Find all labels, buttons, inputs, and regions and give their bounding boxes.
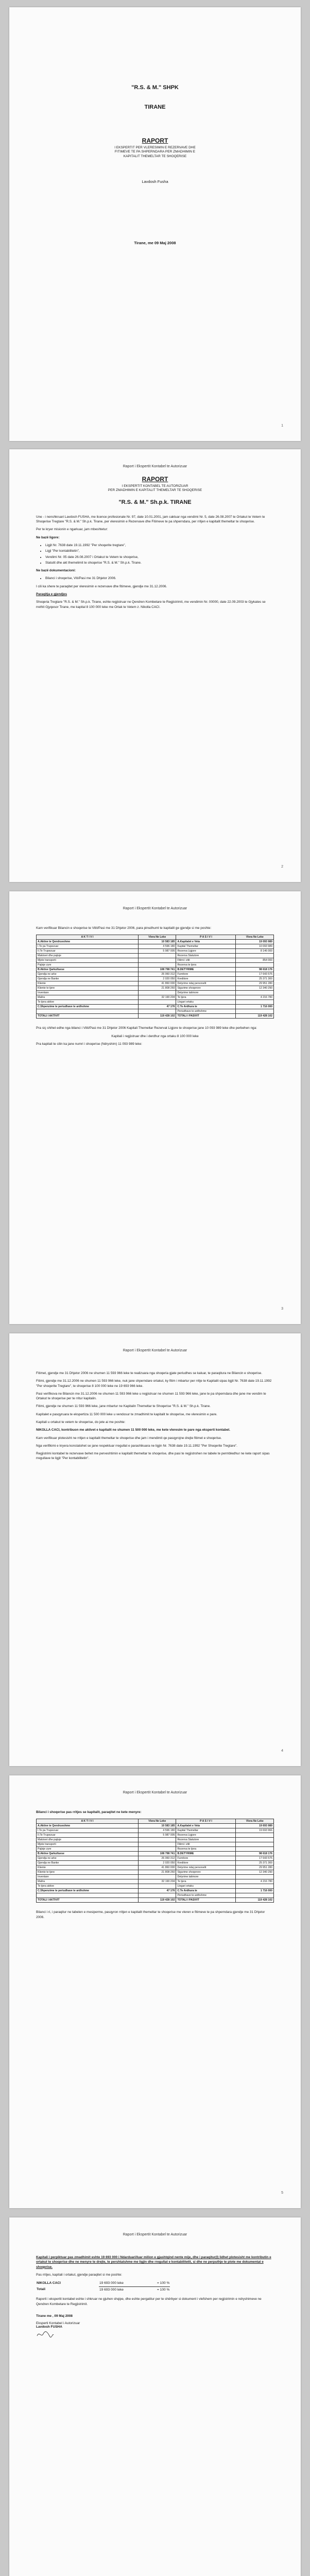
pasivi-cell: Rezerva Statutore — [176, 1838, 236, 1842]
findings-paragraph: Fitimet, gjendje me 31 Dhjetor 2006 ne shumen 11 593 966 leke te realizuara nga shoqeria gjate periudhes se kaluar, te paraqitura ne Bilancin e shoqerise. — [36, 1371, 262, 1375]
running-header: Raport i Ekspertit Kontabel te Autorizuar — [123, 1349, 187, 1352]
aktivi-cell: Pajisje zyre — [37, 963, 139, 968]
table-row — [37, 1856, 274, 1861]
pasivi-value: 19 693 989 — [236, 1824, 274, 1828]
table-row — [37, 954, 274, 958]
aktivi-value — [138, 963, 176, 968]
aktivi-value: 32 190 204 — [138, 1879, 176, 1884]
findings-paragraph: Nga verifikimi e kryera konstatohet se jane respektuar rregullat e parashikuara ne ligjin Nr. 7638 date 19.11.1992 "Per Shoqerite Tregtare". — [36, 1444, 237, 1448]
table-row — [37, 1828, 274, 1833]
capital-percent: = 100 % — [157, 2281, 170, 2285]
situation-title: Paraqitja e gjendjes — [36, 592, 67, 596]
table-row — [37, 972, 274, 977]
balance-intro: Kam verifikuar Bilancin e shoqerise te Vitit/Pasi me 31 Dhjetor 2006, para pinsdhuml te kapitalit ge gjendje si me poshte: — [36, 926, 212, 930]
aktivi-cell: C.Shpenzime te periudhave te ardhshme — [37, 1889, 139, 1893]
pasivi-cell: Llogari ortaku — [176, 1000, 236, 1005]
table-row — [37, 1861, 274, 1866]
aktivi-value: 47 176 — [138, 1889, 176, 1893]
running-header: Raport i Ekspertit Kontabel te Autorizuar — [123, 1791, 187, 1794]
col-header-vlera: Vlera Ne Leke — [138, 935, 176, 940]
findings-paragraph: Fitimi, gjendje me 31.12.2006 ne shumen 11 593 966 leke, nuk jane shperndare ortakut, ky fitim i mbartur per rritje te Kapitalit sipas ligjit Nr. 7638 date 19.11.1992 "Per shoqerite Tregtare", te shoqerise 8 100 000 leke ne 19 693 966 leke. — [36, 1379, 272, 1388]
aktivi-cell: Inventare — [37, 1875, 139, 1879]
after-table-paragraph: Pra siç shihet edhe nga bilanci i Vitit/Pasi me 31 Dhjetor 2006 Kapitali Themeltar Rezervat Ligjore te shoqerise jane 10 093 989 leke dhe perbehen nga: — [36, 1026, 257, 1030]
table-row — [37, 977, 274, 981]
pasivi-value: 1 716 000 — [236, 1005, 274, 1009]
page-balance-before — [9, 891, 301, 1324]
pasivi-cell: A.Kapitalet e Veta — [176, 1824, 236, 1828]
pasivi-value: 12 340 290 — [236, 1870, 274, 1875]
cover-report-title: RAPORT — [142, 137, 168, 144]
pasivi-value — [236, 954, 274, 958]
pasivi-value — [236, 1884, 274, 1889]
balance-sheet-table — [36, 1819, 274, 1903]
table-row — [37, 1824, 274, 1828]
aktivi-value: 10 583 185 — [138, 940, 176, 944]
pasivi-cell: Fitimi i vitit — [176, 958, 236, 963]
pasivi-cell: Detyrime ndaj personelit — [176, 1866, 236, 1870]
pasivi-value: 4 216 780 — [236, 1879, 274, 1884]
aktivi-value: 108 798 741 — [138, 1852, 176, 1856]
findings-paragraph: Pasi verifikova ne Bilancin me 31.12.2006 ne shumen 11 593 966 leke u regjistruar ne shumen 11 593 966 leke, jane te pa shperndara dhe jane me vendim te Ortakut te shoqerise per te rritur kapitalin. — [36, 1392, 266, 1401]
aktivi-cell: Inventare — [37, 991, 139, 995]
aktivi-cell: Kliente — [37, 981, 139, 986]
intro-paragraph: Une - i nenshkruari Lavdosh FUSHA, me licence profesionale Nr. 97, date 10.01.2001, jam caktuar nga vendimi Nr. 5, date 26.08.2007 te Ortakut te Vetem te Shoqerise Tregtare "R.S. & M." Sh.p.k. Tirane, per vleresimin e Rezervave dhe Fitimeve te pa shperndara, per rritjen e kapitalit themeltar te shoqerise. — [36, 515, 265, 524]
aktivi-value: 41 860 000 — [138, 1866, 176, 1870]
page-number: 1 — [281, 424, 283, 428]
page-number: 4 — [281, 1749, 283, 1753]
table-row — [37, 963, 274, 968]
aktivi-cell: Makineri dhe pajisje — [37, 1838, 139, 1842]
aktivi-value: 10 583 185 — [138, 1824, 176, 1828]
aktivi-value: 4 596 180 — [138, 1828, 176, 1833]
aktivi-cell: Te tjera aktive — [37, 1884, 139, 1889]
pasivi-value: 854 000 — [236, 958, 274, 963]
page-report-intro — [9, 449, 301, 882]
pasivi-value — [236, 1893, 274, 1898]
col-header-pasivi: P A S I V I — [176, 1819, 236, 1824]
aktivi-value: 32 190 204 — [138, 995, 176, 1000]
pasivi-value — [236, 1009, 274, 1014]
signature-name: Lavdosh FUSHA — [36, 2325, 62, 2329]
pasivi-cell: Sigurime shoqerore — [176, 1870, 236, 1875]
pasivi-value: 29 951 280 — [236, 981, 274, 986]
aktivi-value — [138, 1000, 176, 1005]
pasivi-value — [236, 1842, 274, 1847]
aktivi-cell: Mallra — [37, 995, 139, 1000]
table-row — [37, 981, 274, 986]
pasivi-value: 98 618 176 — [236, 1852, 274, 1856]
report-title: RAPORT — [142, 476, 168, 483]
pasivi-cell: Periudhave te ardhshme — [176, 1009, 236, 1014]
pasivi-cell: Furnitore — [176, 972, 236, 977]
pasivi-cell: C.Te Ardhura te — [176, 1005, 236, 1009]
aktivi-value — [138, 954, 176, 958]
signature-block — [9, 2321, 301, 2339]
cover-company-name: "R.S. & M." SHPK — [131, 84, 179, 91]
table-row — [37, 986, 274, 991]
table-row-total — [37, 1014, 274, 1019]
running-header: Raport i Ekspertit Kontabel te Autorizuar — [123, 2233, 187, 2236]
total-aktivi-label: TOTALI I AKTIVIT — [37, 1014, 139, 1019]
pasivi-value — [236, 1000, 274, 1005]
col-header-vlera: Vlera Ne Leke — [138, 1819, 176, 1824]
aktivi-value — [138, 1009, 176, 1014]
aktivi-cell: Pajisje zyre — [37, 1847, 139, 1852]
aktivi-cell: Gjendja ne arke — [37, 972, 139, 977]
pasivi-value: 25 371 300 — [236, 1861, 274, 1866]
aktivi-value: 41 860 000 — [138, 981, 176, 986]
total-pasivi-value: 119 428 102 — [236, 1898, 274, 1903]
aktivi-value — [138, 1875, 176, 1879]
running-header: Raport i Ekspertit Kontabel te Autorizuar — [123, 465, 187, 468]
docs-basis-title: Ne bazë dokumentacioni: — [36, 569, 76, 573]
total-aktivi-value: 119 428 102 — [138, 1898, 176, 1903]
table-row — [37, 991, 274, 995]
aktivi-cell: Gjendja ne Banke — [37, 1861, 139, 1866]
aktivi-value: 4 596 180 — [138, 944, 176, 949]
legal-basis-title: Ne bazë ligore: — [36, 535, 60, 539]
report-subtitle-line: I EKSPERTIT KONTABEL TE AUTORIZUAR — [122, 484, 188, 488]
pasivi-cell: Rezerva te tjera — [176, 963, 236, 968]
pasivi-value: 29 951 280 — [236, 1866, 274, 1870]
docs-basis-list — [36, 576, 274, 581]
table-row — [37, 1884, 274, 1889]
pasivi-cell: Rezerva Statutore — [176, 954, 236, 958]
pasivi-cell: Detyrime tatimore — [176, 991, 236, 995]
col-header-vlera: Vlera Ne Leke — [236, 1819, 274, 1824]
company-name: "R.S. & M." Sh.p.k. TIRANE — [118, 499, 192, 505]
aktivi-cell: II.Te Trupezuar — [37, 1833, 139, 1838]
aktivi-cell: Makineri dhe pajisje — [37, 954, 139, 958]
aktivi-cell: B.Aktive Qarkulluese — [37, 1852, 139, 1856]
pasivi-cell: Sigurime shoqerore — [176, 986, 236, 991]
aktivi-cell: B.Aktive Qarkulluese — [37, 968, 139, 972]
report-subtitle-line: PER ZMADHIMIN E KAPITALIT THEMELTAR TE SHOQERISE — [108, 488, 202, 493]
table-row — [37, 995, 274, 1000]
after-table-paragraph: Pra kapitali te cilin ka jane numri i shoqerise (Ndryshim) 11 093 989 leke: — [36, 1042, 142, 1046]
pasivi-cell: Furnitore — [176, 1856, 236, 1861]
table-row — [37, 944, 274, 949]
aktivi-value — [138, 958, 176, 963]
pasivi-cell: Rezerva Ligjore — [176, 1833, 236, 1838]
aktivi-cell: Mjete transporti — [37, 1842, 139, 1847]
pasivi-value: 17 643 575 — [236, 1856, 274, 1861]
findings-paragraph: Kapitalet e pasqyruara te ekspertiza 11 500 000 leke u vendosur te zmadhimit te kapitalit te shoqerise, me vleresimin e pare. — [36, 1412, 217, 1416]
total-pasivi-label: TOTALI I PASIVIT — [176, 1898, 236, 1903]
cover-subtitle-line: KAPITALIT THEMELTAR TE SHOQERISE — [123, 154, 187, 158]
capital-total-amount: 19 693 000 leke — [99, 2286, 157, 2293]
pasivi-cell: B.DETYRIME — [176, 1852, 236, 1856]
pasivi-value: 8 146 000 — [236, 949, 274, 954]
page-findings — [9, 1333, 301, 1766]
pasivi-value — [236, 963, 274, 968]
pasivi-value: 4 216 780 — [236, 995, 274, 1000]
total-pasivi-value: 119 428 102 — [236, 1014, 274, 1019]
aktivi-cell: C.Shpenzime te periudhave te ardhshme — [37, 1005, 139, 1009]
aktivi-cell: Te tjera aktive — [37, 1000, 139, 1005]
list-item: • Ligjit Nr. 7638 date 19.11.1992 "Per shoqerite tregtare", — [45, 543, 274, 548]
table-row — [37, 1870, 274, 1875]
legal-basis-list — [36, 543, 274, 565]
pasivi-value — [236, 1833, 274, 1838]
pasivi-cell: Kapital Themeltar — [176, 1828, 236, 1833]
table-row — [37, 1838, 274, 1842]
aktivi-value: 2 020 050 — [138, 977, 176, 981]
aktivi-value: 21 808 260 — [138, 1870, 176, 1875]
col-header-aktivi: A K T I V I — [37, 935, 139, 940]
cover-report-subtitle — [9, 146, 301, 159]
aktivi-value: 47 176 — [138, 1005, 176, 1009]
page-number: 3 — [281, 1307, 283, 1311]
aktivi-cell: A.Aktive te Qendrueshme — [37, 1824, 139, 1828]
list-item: • Vendimi Nr. 05 date 26.08.2007 i Ortakut te Vetem te shoqerise, — [45, 555, 274, 560]
signature-scribble-icon — [36, 2330, 55, 2339]
cover-subtitle-line: I EKSPERTIT PER VLERESIMIN E REZERVAVE DHE — [114, 146, 196, 149]
findings-paragraph: Regjistrimi kontabel te rezervave behet me perveshtimin e kapitalit themeltar te shoqerise, dhe pasi te regjistrohen ne tabele te permbledhur ne kete raport sipas rregullave te ligjit "Per kontabilitetin". — [36, 1452, 270, 1461]
pasivi-value: 19 693 966 — [236, 1828, 274, 1833]
aktivi-cell: Kliente te tjere — [37, 1870, 139, 1875]
aktivi-value — [138, 1847, 176, 1852]
table-row — [37, 1852, 274, 1856]
table-row — [37, 1847, 274, 1852]
total-aktivi-label: TOTALI I AKTIVIT — [37, 1898, 139, 1903]
conclusion-paragraph: Kapitali i perpiktuar pas zmadhimit eshte 19 693 000 i Ndarduari/Iuar milion e gjashtqind nente mije, dhe i paraqitur(l) lidhet plotesisht me kontributin e ortakut te shoqerise dhe ne menyre te drejte, te pershtatshme me ligjin dhe rregullat e kontabilitetit, si dhe ne perputhje te plote me dokumentat e shoqerise. — [36, 2256, 271, 2269]
col-header-vlera: Vlera Ne Leke — [236, 935, 274, 940]
conclusion-date: Tirane me , 09 Maj 2008 — [36, 2314, 73, 2318]
table-row — [37, 1866, 274, 1870]
table-row — [37, 1879, 274, 1884]
after-table-paragraph: Bilanci i ri, i paraqitur ne tabelen e mesiperme, pasqyron rritjen e kapitalit themeltar te shoqerise me vleren e fitimeve te pa shperndara gjendje me 31 Dhjetor 2006. — [36, 1910, 265, 1919]
pasivi-cell: B.DETYRIME — [176, 968, 236, 972]
conclusion-paragraph: Raporti i ekspertit kontabel eshte i shkruar ne gjuhen shqipe, dhe eshte pergatitur per te shërbyer si dokument i vlefshem per regjistrimin e ndryshimeve ne Qendren Kombetare te Regjistrimit. — [36, 2297, 262, 2306]
report-subtitle — [9, 484, 301, 493]
table-row — [37, 1833, 274, 1838]
doc-note: I cili ka shere te paraqitet per vleresimin e rezervave dhe fitimeve, gjendje me 31.12.2006. — [36, 584, 167, 588]
aktivi-cell: Mjete transporti — [37, 958, 139, 963]
pasivi-cell: Te tjera — [176, 1879, 236, 1884]
aktivi-cell: Gjendja ne Banke — [37, 977, 139, 981]
aktivi-cell: II.Te Trupezuar — [37, 949, 139, 954]
table-row — [37, 1889, 274, 1893]
pasivi-cell: Detyrime ndaj personelit — [176, 981, 236, 986]
aktivi-value: 108 798 741 — [138, 968, 176, 972]
balance-intro: Bilanci i shoqerise pas rritjes se kapitalit, paraqitet ne kete menyre: — [36, 1810, 142, 1814]
pasivi-cell: Llogari ortaku — [176, 1884, 236, 1889]
table-row — [37, 968, 274, 972]
aktivi-cell: Gjendja ne arke — [37, 1856, 139, 1861]
table-row — [37, 940, 274, 944]
capital-summary — [36, 2280, 170, 2293]
aktivi-cell — [37, 1009, 139, 1014]
pasivi-cell: C.Te Ardhura te — [176, 1889, 236, 1893]
capital-total-label: Totali — [37, 2287, 46, 2292]
pasivi-value: 10 093 989 — [236, 944, 274, 949]
cover-date: Tirane, me 09 Maj 2008 — [134, 241, 176, 246]
aktivi-value — [138, 1842, 176, 1847]
balance-sheet-table — [36, 935, 274, 1019]
aktivi-cell: A.Aktive te Qendrueshme — [37, 940, 139, 944]
findings-paragraph: Fitimi, gjendje ne shumen 11 593 966 leke, jane mbartur ne Kapitalin Themeltar te Shoqerise "R.S. & M." Sh.p.k. Tirane. — [36, 1404, 211, 1409]
aktivi-value — [138, 1893, 176, 1898]
list-item: • Statutit dhe akt themelimit te shoqerise "R.S. & M." Sh.p.k. Tirane. — [45, 561, 274, 565]
pasivi-value: 12 340 290 — [236, 986, 274, 991]
situation-paragraph: Shoqeria Tregtare "R.S. & M." Sh.p.k. Tirane, eshte regjistruar ne Qendren Kombetare te Regjistrimit, me vendimin Nr. 00000, date 22.09.2003 te Gjykates se rrethit Gjyqesor Tirane, me kapital 8 100 000 leke me Ortak te Vetem z. Nikolla CACI. — [36, 600, 266, 609]
aktivi-cell: I.Te pa Trupezuar — [37, 944, 139, 949]
pasivi-cell: Fitimi i vitit — [176, 1842, 236, 1847]
aktivi-cell: Mallra — [37, 1879, 139, 1884]
pasivi-cell: Te tjera — [176, 995, 236, 1000]
running-header: Raport i Ekspertit Kontabel te Autorizuar — [123, 907, 187, 910]
pasivi-cell: Periudhave te ardhshme — [176, 1893, 236, 1898]
aktivi-value — [138, 1884, 176, 1889]
pasivi-cell: Detyrime tatimore — [176, 1875, 236, 1879]
total-aktivi-value: 119 428 102 — [138, 1014, 176, 1019]
capital-row — [36, 2280, 170, 2286]
pasivi-cell: Kreditore — [176, 977, 236, 981]
total-pasivi-label: TOTALI I PASIVIT — [176, 1014, 236, 1019]
page-number: 2 — [281, 865, 283, 869]
capital-row-total — [36, 2286, 170, 2293]
findings-paragraph: Kapitali u ortakut te vetem te shoqerise, do jete ai me poshte: — [36, 1420, 126, 1424]
aktivi-value — [138, 991, 176, 995]
aktivi-cell — [37, 1893, 139, 1898]
cover-author: Lavdosh Fusha — [142, 179, 168, 184]
signature-title: Eksperti Kontabel i Autorizuar — [36, 2321, 80, 2326]
pasivi-cell: Rezerva Ligjore — [176, 949, 236, 954]
pasivi-cell: Kapital Themeltar — [176, 944, 236, 949]
page-cover — [9, 7, 301, 441]
aktivi-value: 5 987 005 — [138, 949, 176, 954]
capital-amount: 19 693 000 leke — [99, 2281, 124, 2285]
table-row — [37, 949, 274, 954]
table-row-total — [37, 1898, 274, 1903]
pasivi-value: 25 371 300 — [236, 977, 274, 981]
aktivi-value: 26 060 312 — [138, 972, 176, 977]
pasivi-value — [236, 1838, 274, 1842]
pasivi-cell: A.Kapitalet e Veta — [176, 940, 236, 944]
capital-holder: NIKOLLA CACI — [37, 2281, 61, 2285]
findings-paragraph: NIKOLLA CACI, kontribuon me aktivet e kapitalit ne shumen 11 500 000 leke, me kete vleresim te pare nga eksperti kontabel. — [36, 1428, 230, 1432]
pasivi-value: 19 093 989 — [236, 940, 274, 944]
pasivi-value — [236, 1847, 274, 1852]
aktivi-cell: I.Te pa Trupezuar — [37, 1828, 139, 1833]
pasivi-value: 17 643 575 — [236, 972, 274, 977]
cover-city: TIRANE — [144, 104, 166, 110]
aktivi-value: 5 987 005 — [138, 1833, 176, 1838]
aktivi-value: 21 808 260 — [138, 986, 176, 991]
aktivi-value: 26 060 312 — [138, 1856, 176, 1861]
table-row — [37, 958, 274, 963]
aktivi-cell: Kliente — [37, 1866, 139, 1870]
conclusion-paragraph: Pas rritjes, kapitali i ortakut, gjendje paraqitet si me poshte: — [36, 2273, 122, 2277]
after-table-paragraph: Kapitali i regjistruar dhe i derdhur nga ortaku 8 100 000 leke — [111, 1034, 199, 1038]
table-row — [37, 1009, 274, 1014]
table-row — [37, 1875, 274, 1879]
table-row — [37, 1005, 274, 1009]
cover-subtitle-line: FITIMEVE TE PA SHPERNDARA PER ZMADHIMIN E — [114, 150, 196, 154]
aktivi-value — [138, 1838, 176, 1842]
pasivi-cell: Kreditore — [176, 1861, 236, 1866]
page-number: 5 — [281, 2191, 283, 2195]
col-header-pasivi: P A S I V I — [176, 935, 236, 940]
aktivi-cell: Kliente te tjere — [37, 986, 139, 991]
list-item: • Bilanci i shoqerise, Viti/Pasi me 31 Dhjetor 2006. — [45, 576, 274, 581]
findings-paragraph: Kam verifikuar plotesisht ne rritjen e kapitalit themeltar te shoqerise dhe jam i mendimit qe pasqyrojne drejte fitimet e shoqerise. — [36, 1436, 222, 1440]
pasivi-value: 1 716 000 — [236, 1889, 274, 1893]
aktivi-value: 2 020 050 — [138, 1861, 176, 1866]
list-item: • Ligji "Per kontabilitetin", — [45, 549, 274, 553]
page-conclusion — [9, 2217, 301, 2576]
page-balance-after — [9, 1775, 301, 2208]
pasivi-cell: Rezerva te tjera — [176, 1847, 236, 1852]
base-intro: Per te kryer misionin e ngarkuar, jam mbeshtetur: — [36, 528, 108, 532]
table-row — [37, 1000, 274, 1005]
table-row — [37, 1893, 274, 1898]
capital-total-percent: = 100 % — [157, 2286, 170, 2293]
pasivi-value — [236, 991, 274, 995]
table-row — [37, 1842, 274, 1847]
pasivi-value: 98 618 176 — [236, 968, 274, 972]
pasivi-value — [236, 1875, 274, 1879]
col-header-aktivi: A K T I V I — [37, 1819, 139, 1824]
